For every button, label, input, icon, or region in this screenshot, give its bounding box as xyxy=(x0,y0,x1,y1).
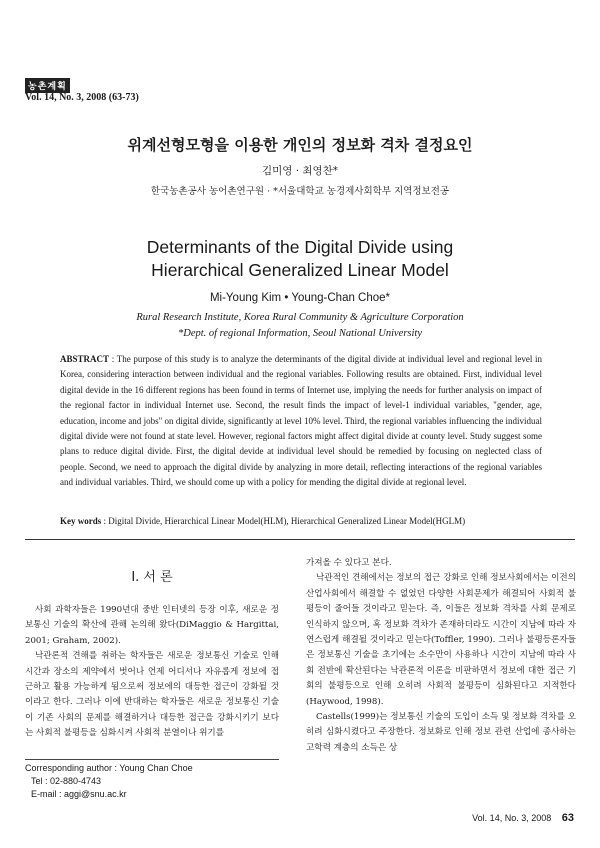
page-footer xyxy=(472,812,574,824)
english-title-line2: Hierarchical Generalized Linear Model xyxy=(151,260,449,280)
body-paragraph: 가져올 수 있다고 본다. xyxy=(306,558,392,568)
footnote-corresponding-author: Corresponding author : Young Chan Choe xyxy=(25,763,193,773)
page-number: 63 xyxy=(561,812,574,824)
footnote-email: E-mail : aggi@snu.ac.kr xyxy=(31,789,127,799)
section-divider xyxy=(25,539,575,540)
korean-authors: 김미영 · 최영찬* xyxy=(261,165,339,177)
body-paragraph: 낙관론적 견해를 취하는 학자들은 새로운 정보통신 기술로 인해 시간과 장소의 제약에서 벗어나 언제 어디서나 자유롭게 정보에 접근하고 활용 가능하게 됨으로써 정보에의 대등한 접근이 강화될 것이라고 한다. 그러나 이에 반대하는 학자들은 새로운 정보통신 기술이 기존 사회의 문제를 해결하거나 대등한 접근을 강화시키기 보다는 사회적 불평등을 심화시켜 사회적 분열이나 위기를 xyxy=(25,651,279,739)
body-paragraph: Castells(1999)는 정보통신 기술의 도입이 소득 및 정보화 격차를 오히려 심화시켰다고 주장한다. 정보화로 인해 정보 관련 산업에 종사하는 고학력 계층의 소득은 상 xyxy=(306,712,576,753)
section-heading-introduction: I. 서 론 xyxy=(131,570,173,585)
english-title-line1: Determinants of the Digital Divide using xyxy=(146,237,454,257)
body-column-left xyxy=(25,560,279,742)
abstract-label: ABSTRACT xyxy=(60,354,110,364)
footnote-divider xyxy=(25,759,279,760)
keywords xyxy=(60,516,542,526)
english-affiliation-1: Rural Research Institute, Korea Rural Community & Agriculture Corporation xyxy=(136,312,464,323)
korean-title: 위계선형모형을 이용한 개인의 정보화 격차 결정요인 xyxy=(127,136,473,154)
english-affiliation xyxy=(0,310,600,342)
journal-tag: 농촌계획 xyxy=(25,78,70,93)
body-paragraph: 사회 과학자들은 1990년대 중반 인터넷의 등장 이후, 새로운 정보통신 기술의 확산에 관해 논의해 왔다(DiMaggio & Hargittai, 2001; Graham, 2002). xyxy=(25,605,279,646)
keywords-text: : Digital Divide, Hierarchical Linear Model(HLM), Hierarchical Generalized Linear Model(HGLM) xyxy=(103,516,466,526)
body-column-right xyxy=(306,556,576,756)
english-affiliation-2: *Dept. of regional Information, Seoul National University xyxy=(177,328,422,339)
footer-journal-info: Vol. 14, No. 3, 2008 xyxy=(472,813,552,823)
keywords-label: Key words xyxy=(60,516,102,526)
korean-affiliation: 한국농촌공사 농어촌연구원 · *서울대학교 농경제사회학부 지역정보전공 xyxy=(150,186,450,197)
english-authors: Mi-Young Kim • Young-Chan Choe* xyxy=(209,292,391,304)
abstract xyxy=(60,352,542,491)
english-title xyxy=(0,236,600,282)
footnote-tel: Tel : 02-880-4743 xyxy=(31,776,102,786)
footnote xyxy=(25,762,193,801)
journal-info: Vol. 14, No. 3, 2008 (63-73) xyxy=(25,92,139,103)
abstract-text: : The purpose of this study is to analyze the determinants of the digital divide at individual level and regional level in Korea, considering interaction between individual and the regional variables. Following results are obtained. First, individual level digital devide in the 16 different regions has been found in terms of Internet use, implying the needs for further analysis on impact of the regional factor in individual Internet use. Second, the result finds the impact of level-1 individual variables, "gender, age, education, income and jobs" on digital divide, significantly at level 10% level. Third, the regional variables influencing the individual digital divide were not found at state level. However, regional factors might affect digital divide at county level. Study suggest some plans to reduce digital divide. First, the digital devide at individual level should be remedied by focusing on neglected class of people. Second, we need to approach the digital divide by analyzing in more detail, reflecting interactions of the regional variables and individual variables. Third, we should come up with a policy for mending the digital divide at regional level. xyxy=(60,354,542,488)
body-paragraph: 낙관적인 견해에서는 정보의 접근 강화로 인해 정보사회에서는 이전의 산업사회에서 해결할 수 없었던 다양한 사회문제가 해결되어 사회적 불평등이 줄어들 것이라고 믿는다. 즉, 이들은 정보화 격차를 사회 문제로 인식하지 않으며, 혹 정보화 격차가 존재하더라도 시간이 지남에 따라 자연스럽게 해결될 것이라고 믿는다(Toffler, 1990). 그러나 불평등론자들은 정보통신 기술을 초기에는 소수만이 사용하나 시간이 지남에 따라 사회 전반에 확산된다는 낙관론적 이론을 비판하면서 정보에 대한 접근 기회의 불평등으로 인해 오히려 사회적 불평등이 심화된다고 지적한다(Haywood, 1998). xyxy=(306,573,576,707)
